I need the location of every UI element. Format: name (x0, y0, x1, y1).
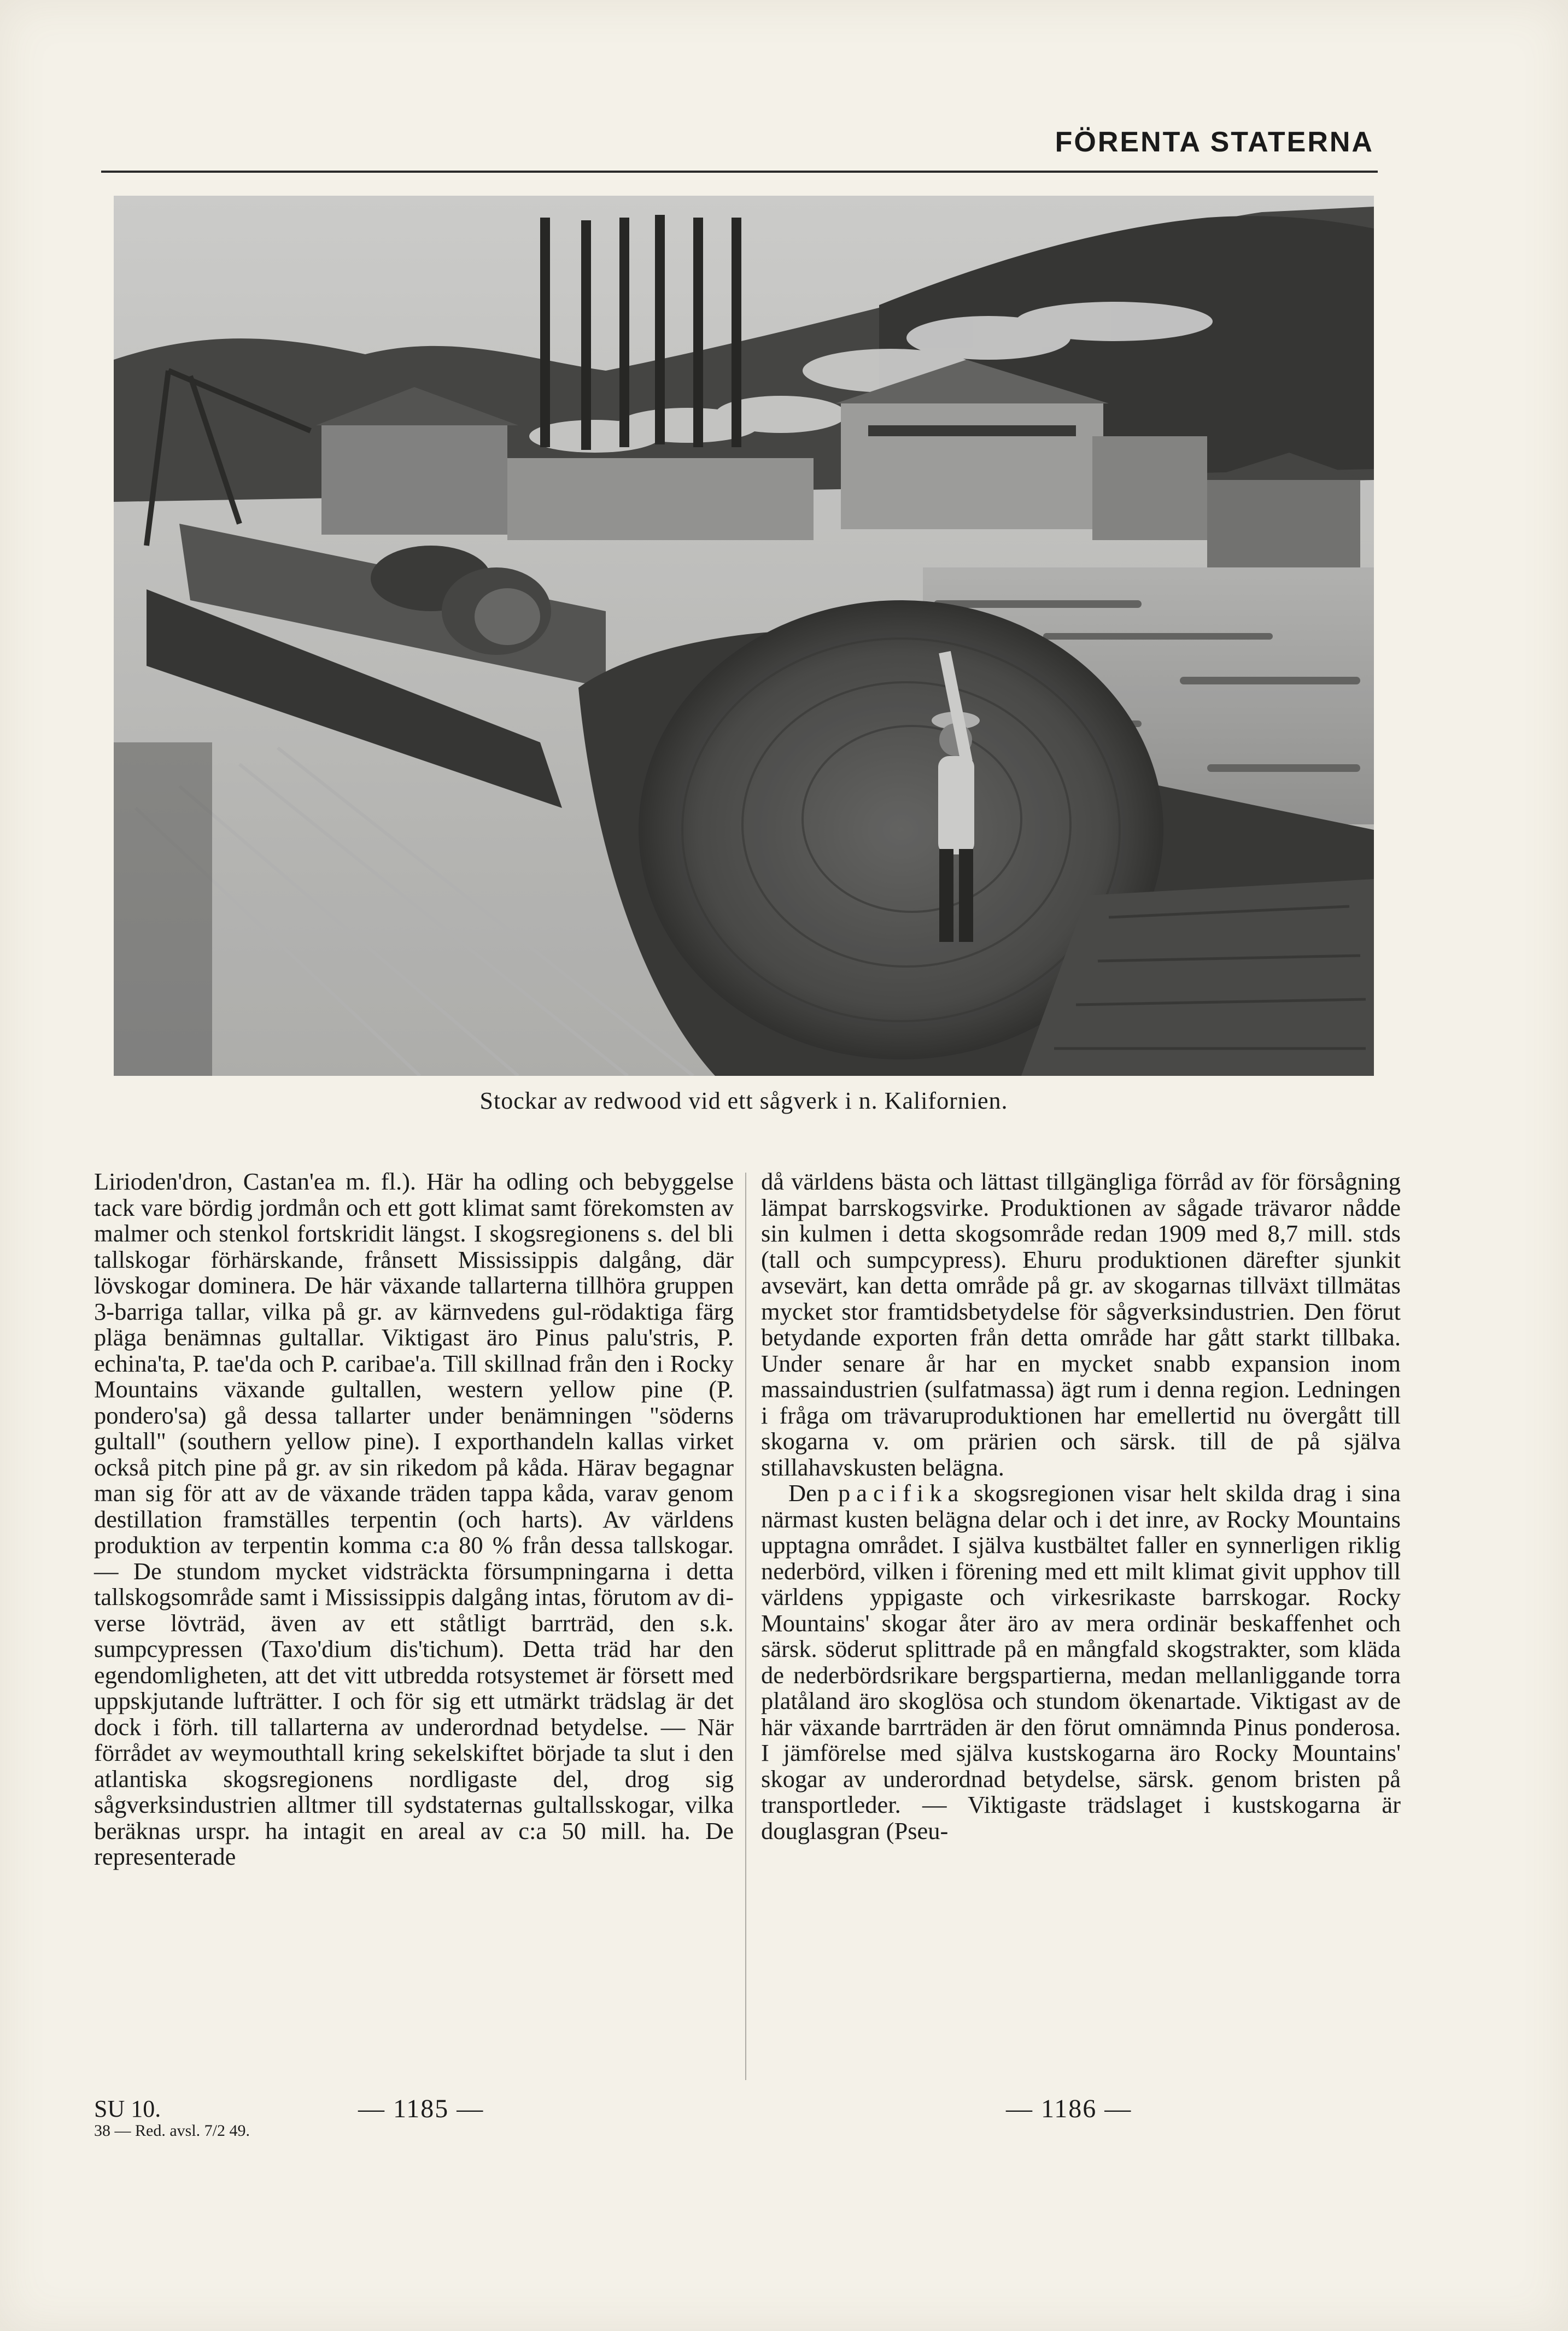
running-title: FÖRENTA STATERNA (1055, 126, 1374, 158)
signature-note (94, 2095, 250, 2142)
paragraph-lead-word: Den (788, 1479, 829, 1507)
right-text-column (761, 1169, 1401, 1844)
right-paragraph-1: då världens bästa och lättast tillgängliga förråd av för försågning lämpat barrskogsvirke. Produktionen av sågade trävaror nådde sin kulmen i detta skogsområde redan 1909 med 8,7 mill. stds (tall och sumpcypress). Ehuru produktionen därefter sjunkit avsevärt, kan detta område på gr. av skogarnas tillväxt tillmätas mycket stor framtidsbetydelse för sågverksindustrien. Den förut betydande exporten från detta område har gått starkt tillbaka. Under senare år har en mycket snabb expansion inom massaindustrien (sulfatmassa) ägt rum i denna region. Ledningen i fråga om trävaruproduktionen har emellertid nu övergått till skogarna v. om prärien och särsk. till de på själva stillahavskusten belägna. (761, 1168, 1401, 1481)
signature-code: SU 10. (94, 2095, 161, 2122)
left-text-column (94, 1169, 734, 1870)
column-divider (745, 1173, 746, 2080)
page-number-left: — 1185 — (358, 2094, 484, 2123)
sawmill-photograph (114, 196, 1374, 1076)
photo-caption: Stockar av redwood vid ett sågverk i n. Kalifornien. (479, 1087, 1008, 1114)
paragraph-body: skogsregionen visar helt skilda drag i sina närmast kusten belägna delar och i det inre, av Rocky Mountains upptagna området. I själva kustbältet faller en synnerligen riklig nederbörd, vilken i förening med ett milt klimat givit upphov till världens yppigaste och virkesrikaste barrskogar. Rocky Mountains' skogar åter äro av mera ordinär beskaffenhet och särsk. söderut splittrade på en mångfald skogstrakter, som kläda de nederbördsrikare bergspartierna, medan mellanliggande torra platåland äro skoglösa och stundom ökenartade. Viktigast av de här växande barrträden är den förut omnämnda Pinus ponderosa. I jämförelse med själva kustskogarna äro Rocky Mountains' skogar av underordnad betydelse, särsk. genom bristen på transportleder. — Viktigaste trädslaget i kustskogarna är douglasgran (Pseu- (761, 1479, 1401, 1844)
spaced-term-pacifika: pacifika (838, 1479, 965, 1507)
right-paragraph-2 (761, 1480, 1401, 1844)
left-paragraph: Lirioden'dron, Castan'ea m. fl.). Här ha odling och bebyggelse tack vare bördig jordmån och ett gott klimat samt förekomsten av malmer och stenkol fortskridit längst. I skogsregionens s. del bli tallskogar förhärskande, frånsett Mississippis dalgång, där lövskogar dominera. De här växande tallarterna tillhöra gruppen 3-barriga tallar, vilka på gr. av kärnvedens gul-rödaktiga färg pläga benämnas gultallar. Viktigast äro Pinus palu'stris, P. echina'ta, P. tae'da och P. caribae'a. Till skillnad från den i Rocky Mountains växande gultallen, western yellow pine (P. pondero'sa) gå dessa tallarter under benämningen "söderns gultall" (southern yellow pine). I exporthandeln kallas virket också pitch pine på gr. av sin rikedom på kåda. Härav begagnar man sig för att av de växande träden tappa kåda, varav genom destillation framställes terpentin (och harts). Av världens produktion av terpentin komma c:a 80 % från dessa tallskogar. — De stundom mycket vidsträckta försumpningarna i detta tallskogsområde samt i Mississippis dalgång intas, förutom av diverse lövträd, även av ett ståtligt barrträd, den s.k. sumpcypressen (Taxo'dium dis'tichum). Detta träd har den egendomligheten, att det vitt utbredda rotsystemet är försett med uppskjutande lufträtter. I och för sig ett utmärkt trädslag är det dock i förh. till tallarterna av underordnad betydelse. — När förrådet av weymouthtall kring sekelskiftet började ta slut i den atlantiska skogsregionens nordligaste del, drog sig sågverksindustrien alltmer till sydstaternas gultallsskogar, vilka beräknas urspr. ha intagit en areal av c:a 50 mill. ha. De representerade (94, 1168, 734, 1870)
header-rule (101, 171, 1378, 173)
print-note: 38 — Red. avsl. 7/2 49. (94, 2122, 250, 2140)
page-number-right: — 1186 — (1006, 2094, 1132, 2123)
